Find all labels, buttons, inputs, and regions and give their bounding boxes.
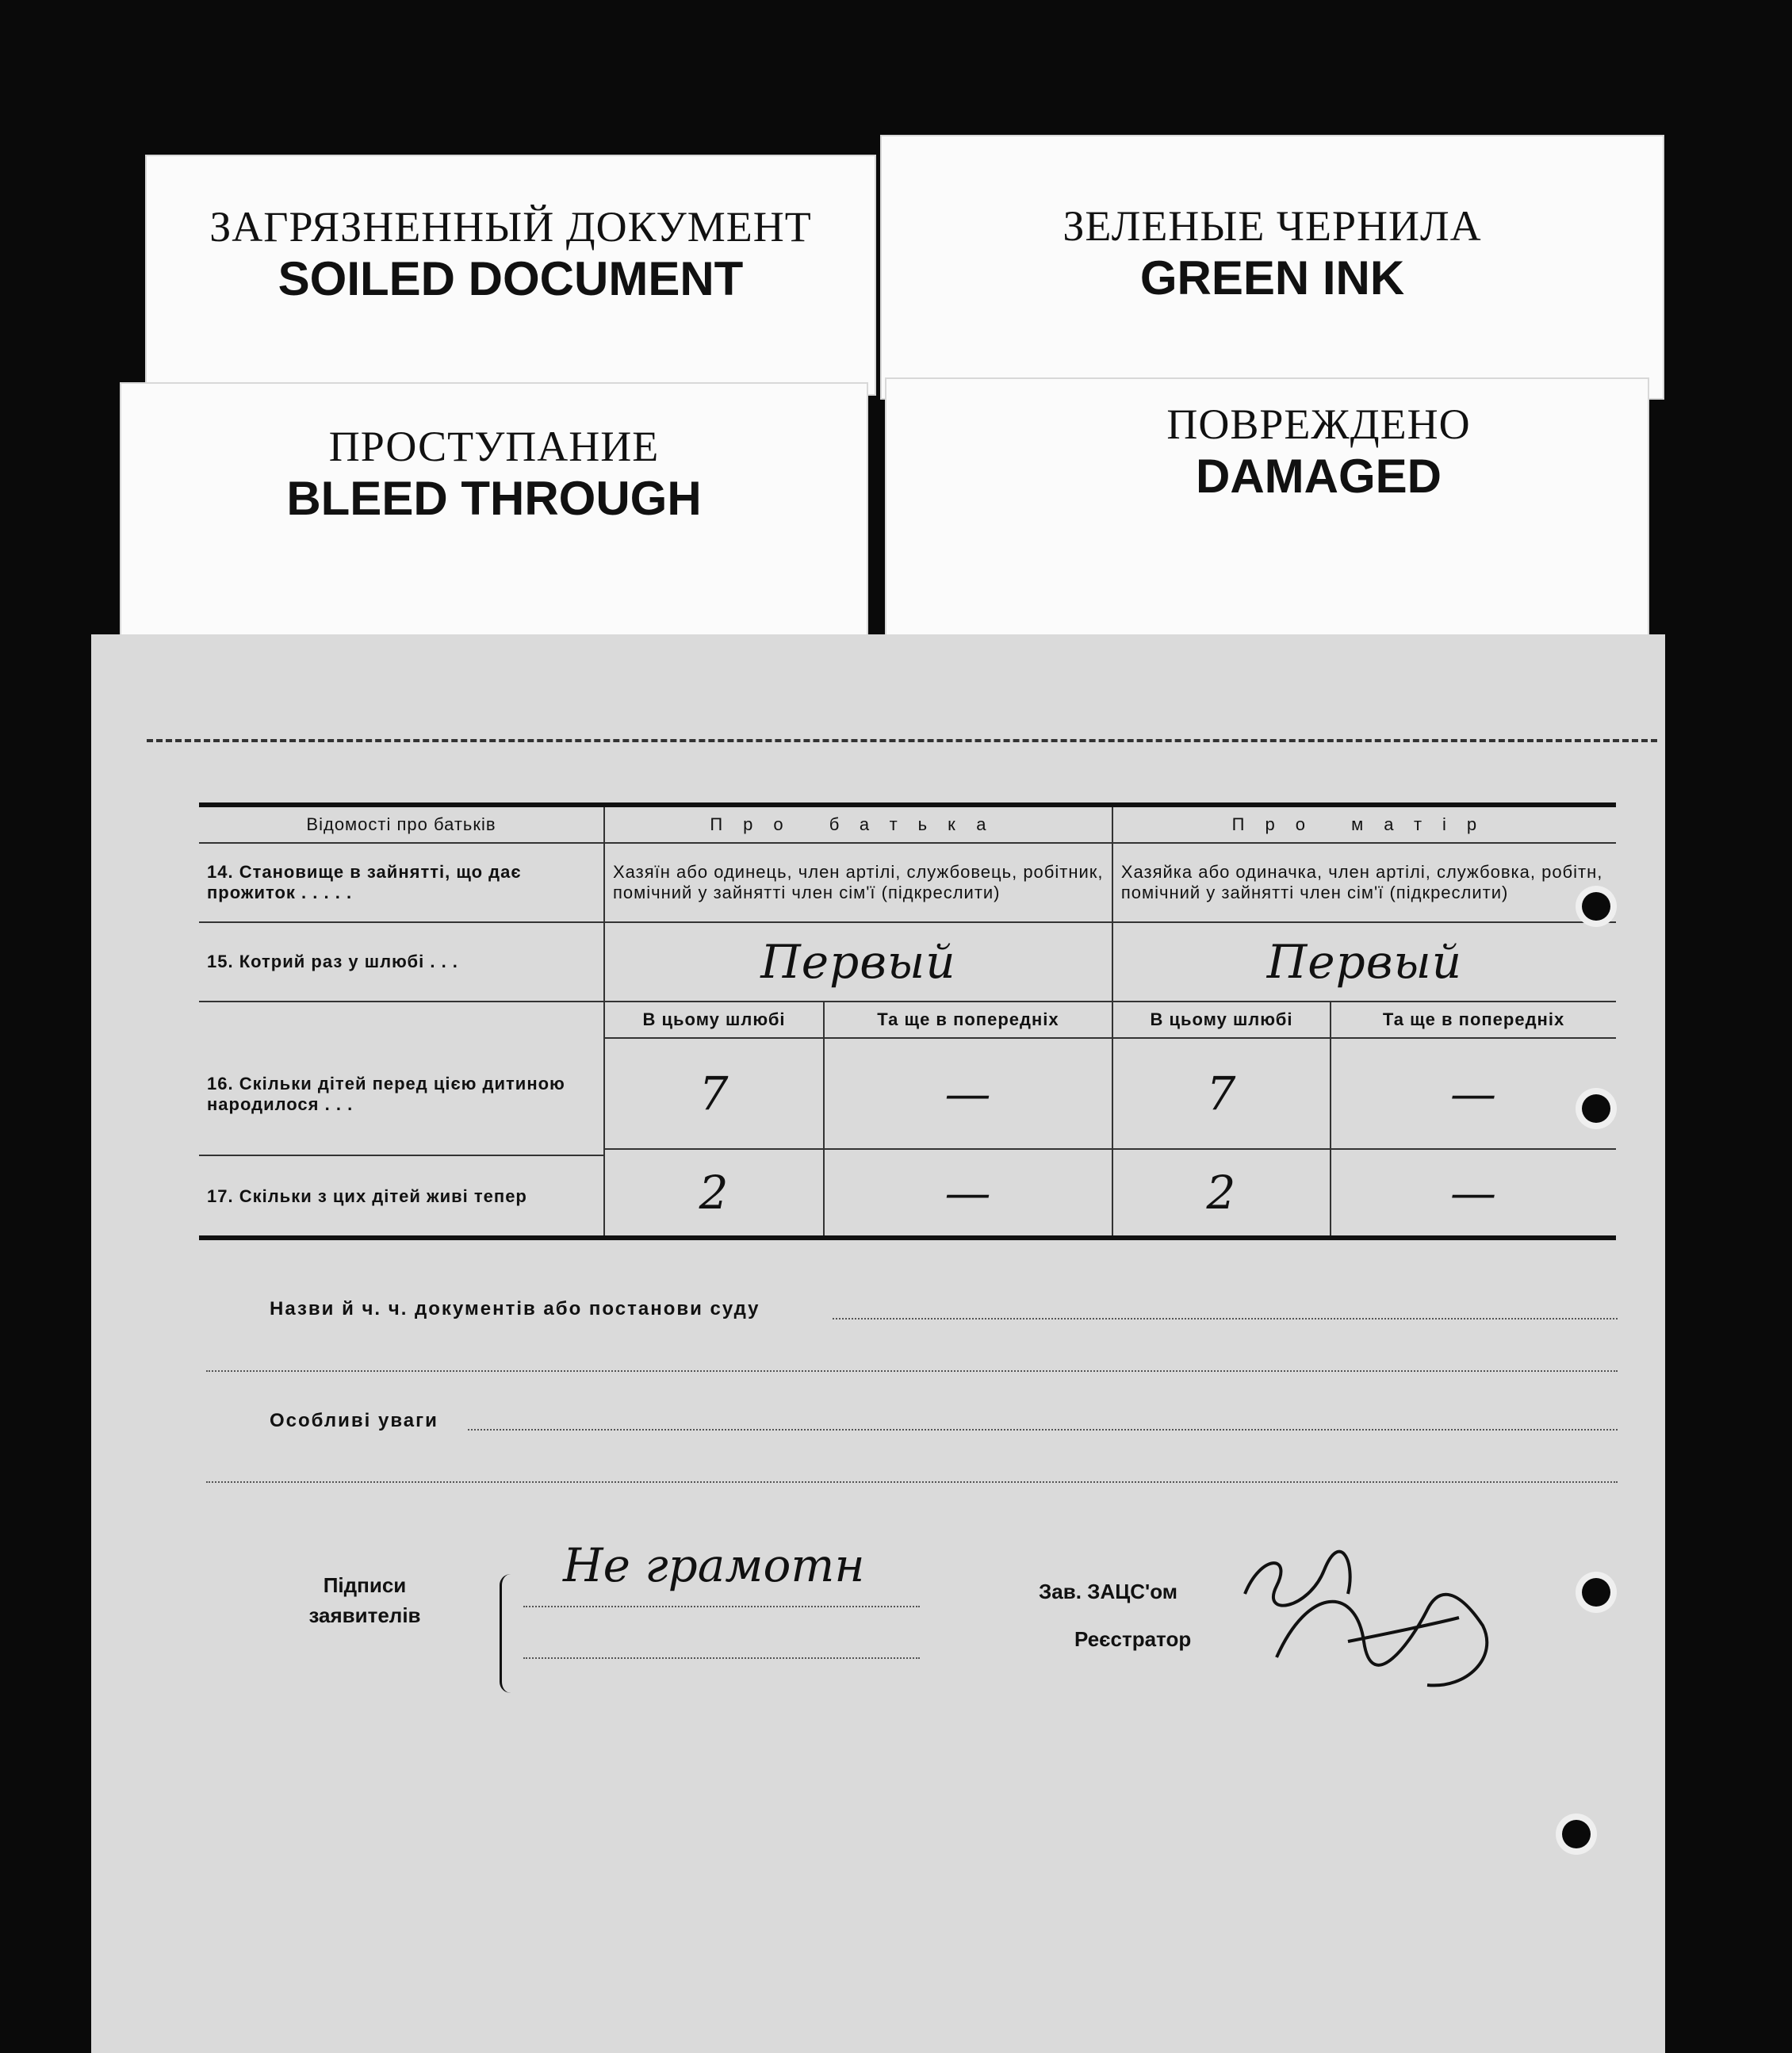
- soiled-label-ru: ЗАГРЯЗНЕННЫЙ ДОКУМЕНТ: [209, 203, 812, 251]
- applicant-signature: Не грамотн: [563, 1538, 865, 1592]
- q16-mother-prev: —: [1331, 1038, 1616, 1149]
- official-signature: [1229, 1538, 1530, 1697]
- damaged-label-en: DAMAGED: [1196, 450, 1442, 503]
- head-label: Зав. ЗАЦС'ом: [1039, 1580, 1177, 1603]
- punch-hole: [1582, 892, 1610, 921]
- bleed-through-label-ru: ПРОСТУПАНИЕ: [328, 423, 660, 470]
- documents-line-1: [833, 1318, 1618, 1320]
- q16-mother-this: 7: [1112, 1038, 1331, 1149]
- signature-block: [246, 1538, 1594, 1776]
- damaged-label-ru: ПОВРЕЖДЕНО: [1166, 400, 1471, 448]
- label-card-green-ink: [882, 136, 1663, 398]
- punch-hole: [1582, 1578, 1610, 1607]
- registrar-label: Реєстратор: [1074, 1627, 1192, 1651]
- signatures-label-line-2: заявителів: [308, 1603, 421, 1627]
- q15-label: 15. Котрий раз у шлюбі . . .: [199, 922, 604, 1002]
- subheader-father-this-marriage: В цьому шлюбі: [604, 1002, 824, 1038]
- q16-label: 16. Скільки дітей перед цією дитиною народилося . . .: [199, 1037, 603, 1156]
- documents-label: Назви й ч. ч. документів або постанови суду: [270, 1298, 760, 1320]
- bleed-through-label-en: BLEED THROUGH: [286, 472, 702, 525]
- remarks-line-1: [468, 1429, 1618, 1431]
- q14-father-options: Хазяїн або одинець, член артілі, службовець, робітник, помічний у зайнятті член сім'ї (підкреслити): [604, 843, 1112, 922]
- q17-mother-prev: —: [1331, 1149, 1616, 1238]
- remarks-label: Особливі уваги: [270, 1410, 438, 1431]
- q15-father-value: Первый: [604, 922, 1112, 1002]
- subheader-mother-this-marriage: В цьому шлюбі: [1112, 1002, 1331, 1038]
- green-ink-label-ru: ЗЕЛЕНЫЕ ЧЕРНИЛА: [1063, 202, 1482, 250]
- label-card-bleed-through: [121, 384, 867, 650]
- q16-father-this: 7: [604, 1038, 824, 1149]
- subheader-father-previous: Та ще в попередніх: [824, 1002, 1112, 1038]
- col-header-parents-info: Відомості про батьків: [199, 805, 604, 843]
- punch-hole: [1562, 1820, 1591, 1848]
- subheader-mother-previous: Та ще в попередніх: [1331, 1002, 1616, 1038]
- q14-mother-options: Хазяйка або одиначка, член артілі, службовка, робітн, помічний у зайнятті член сім'ї (підкреслити): [1112, 843, 1616, 922]
- soiled-label-en: SOILED DOCUMENT: [278, 252, 744, 305]
- label-card-damaged: [886, 379, 1648, 649]
- punch-hole: [1582, 1094, 1610, 1123]
- q14-label: 14. Становище в зайнятті, що дає прожиток . . . . .: [199, 843, 604, 922]
- q17-father-prev: —: [824, 1149, 1112, 1238]
- q16-father-prev: —: [824, 1038, 1112, 1149]
- applicant-signature-line-1: [523, 1606, 920, 1607]
- signature-brace: [500, 1574, 518, 1693]
- applicant-signature-line-2: [523, 1657, 920, 1659]
- q15-mother-value: Первый: [1112, 922, 1616, 1002]
- q17-father-this: 2: [604, 1149, 824, 1238]
- col-header-mother: Про матір: [1112, 805, 1616, 843]
- signatures-label: [246, 1570, 484, 1630]
- tear-line: [147, 739, 1657, 742]
- parents-info-table: [199, 802, 1616, 1240]
- remarks-line-2: [206, 1481, 1618, 1483]
- col-header-father: Про батька: [604, 805, 1112, 843]
- label-card-soiled: [147, 156, 875, 394]
- green-ink-label-en: GREEN INK: [1139, 251, 1405, 305]
- documents-line-2: [206, 1370, 1618, 1372]
- q17-label: 17. Скільки з цих дітей живі тепер: [207, 1186, 527, 1206]
- form-sheet: [91, 634, 1665, 2053]
- signatures-label-line-1: Підписи: [323, 1573, 407, 1597]
- q17-mother-this: 2: [1112, 1149, 1331, 1238]
